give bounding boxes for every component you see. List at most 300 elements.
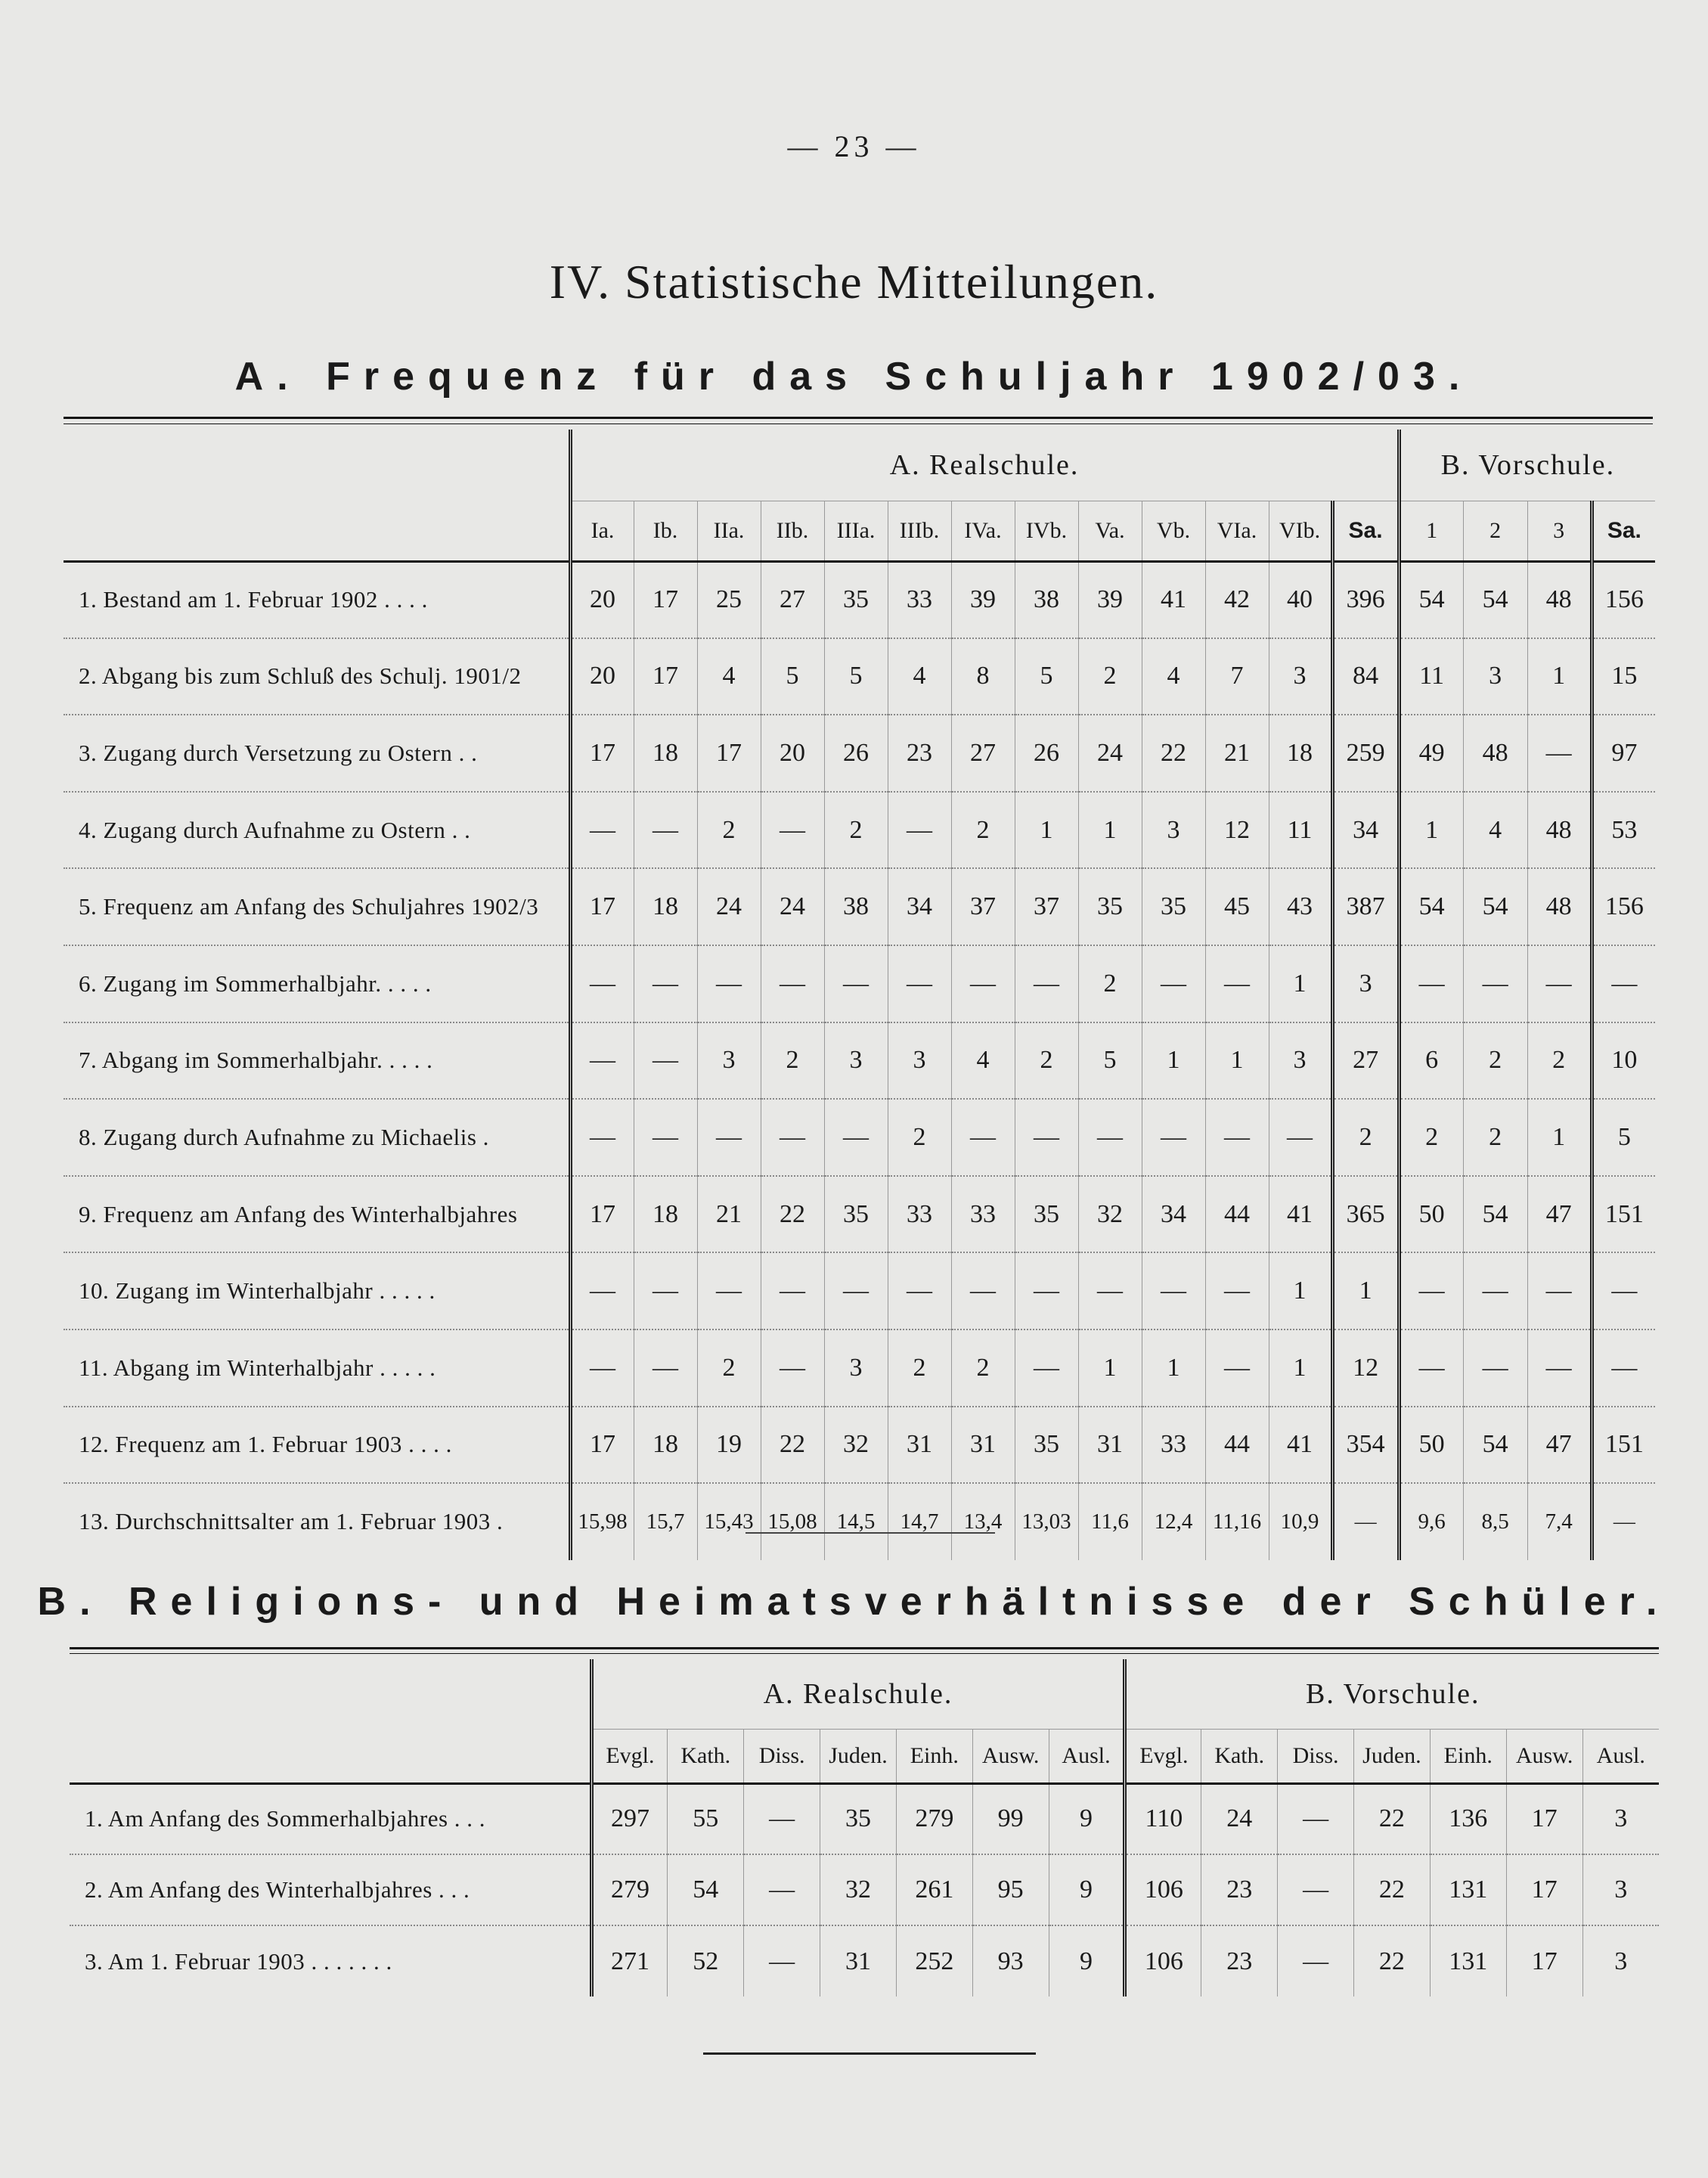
frequency-col-header: IIb. — [761, 501, 824, 561]
religion-cell: 279 — [591, 1854, 668, 1925]
frequency-cell: 151 — [1592, 1176, 1655, 1253]
frequency-cell: — — [634, 1252, 697, 1329]
frequency-cell: 5 — [824, 638, 888, 715]
frequency-cell: 11 — [1399, 638, 1463, 715]
religion-cell: — — [744, 1925, 820, 1996]
frequency-cell: 12,4 — [1142, 1483, 1205, 1560]
frequency-row-label: 13. Durchschnittsalter am 1. Februar 1903 . — [79, 1508, 504, 1535]
religion-col-header: Ausw. — [972, 1729, 1049, 1783]
frequency-cell: 6 — [1399, 1022, 1463, 1100]
frequency-cell: 97 — [1592, 715, 1655, 792]
frequency-col-header: 3 — [1527, 501, 1592, 561]
frequency-cell: 15,43 — [697, 1483, 761, 1560]
religion-cell: 17 — [1506, 1925, 1582, 1996]
frequency-col-header: Vb. — [1142, 501, 1205, 561]
religion-col-header: Ausl. — [1049, 1729, 1125, 1783]
page-number: — 23 — — [787, 129, 921, 163]
frequency-row-label: 4. Zugang durch Aufnahme zu Ostern . . — [64, 792, 570, 869]
frequency-row-label: 3. Zugang durch Versetzung zu Ostern . . — [64, 715, 570, 792]
frequency-cell: — — [1078, 1252, 1142, 1329]
frequency-cell: — — [888, 1252, 951, 1329]
frequency-cell: 3 — [697, 1022, 761, 1100]
religion-row — [70, 1925, 1659, 1996]
frequency-cell: — — [570, 1252, 634, 1329]
frequency-cell: — — [951, 945, 1015, 1022]
religion-col-header: Evgl. — [591, 1729, 668, 1783]
frequency-cell: — — [1399, 1252, 1463, 1329]
frequency-cell: 3 — [1332, 945, 1399, 1022]
frequency-cell: 156 — [1592, 561, 1655, 638]
frequency-cell: 1 — [1527, 638, 1592, 715]
frequency-col-header: IIa. — [697, 501, 761, 561]
frequency-cell: 1 — [1269, 1329, 1332, 1407]
frequency-cell: 2 — [888, 1329, 951, 1407]
frequency-cell: — — [570, 1022, 634, 1100]
frequency-cell: — — [1527, 1252, 1592, 1329]
frequency-cell: 45 — [1205, 868, 1269, 945]
frequency-cell: 84 — [1332, 638, 1399, 715]
frequency-cell: 33 — [888, 1176, 951, 1253]
frequency-cell: 20 — [761, 715, 824, 792]
frequency-col-header: IIIb. — [888, 501, 951, 561]
frequency-cell: 54 — [1463, 868, 1527, 945]
frequency-cell: 3 — [1269, 1022, 1332, 1100]
frequency-cell: 50 — [1399, 1407, 1463, 1484]
frequency-cell: — — [761, 1099, 824, 1176]
religion-group-vorschule: B. Vorschule. — [1125, 1659, 1659, 1729]
frequency-cell: 8 — [951, 638, 1015, 715]
frequency-cell: 1 — [1078, 792, 1142, 869]
frequency-cell: 1 — [1015, 792, 1078, 869]
frequency-cell: 5 — [761, 638, 824, 715]
frequency-cell: — — [697, 945, 761, 1022]
religion-col-header: Evgl. — [1125, 1729, 1201, 1783]
frequency-row — [64, 1176, 1655, 1253]
frequency-row — [64, 792, 1655, 869]
frequency-cell: — — [1463, 1329, 1527, 1407]
frequency-cell: 43 — [1269, 868, 1332, 945]
frequency-cell: 53 — [1592, 792, 1655, 869]
religion-row — [70, 1783, 1659, 1854]
frequency-cell: — — [761, 1252, 824, 1329]
frequency-cell: 17 — [570, 1176, 634, 1253]
frequency-cell: 365 — [1332, 1176, 1399, 1253]
frequency-cell: 25 — [697, 561, 761, 638]
frequency-row — [64, 945, 1655, 1022]
religion-cell: 110 — [1125, 1783, 1201, 1854]
frequency-cell: — — [634, 792, 697, 869]
frequency-cell: 13,03 — [1015, 1483, 1078, 1560]
frequency-cell: 54 — [1463, 1407, 1527, 1484]
frequency-cell: 50 — [1399, 1176, 1463, 1253]
religion-col-header: Einh. — [896, 1729, 972, 1783]
frequency-cell: 35 — [1142, 868, 1205, 945]
religion-cell: 35 — [820, 1783, 897, 1854]
frequency-cell: 40 — [1269, 561, 1332, 638]
frequency-cell: 3 — [1269, 638, 1332, 715]
frequency-cell: 35 — [1078, 868, 1142, 945]
frequency-cell: — — [888, 792, 951, 869]
frequency-cell: 38 — [824, 868, 888, 945]
frequency-cell: 1 — [1142, 1022, 1205, 1100]
frequency-row-label: 11. Abgang im Winterhalbjahr . . . . . — [64, 1329, 570, 1407]
frequency-cell: — — [570, 1329, 634, 1407]
frequency-table-corner — [64, 430, 570, 561]
frequency-cell: 18 — [1269, 715, 1332, 792]
frequency-cell: 48 — [1463, 715, 1527, 792]
frequency-cell: 2 — [761, 1022, 824, 1100]
religion-col-header: Juden. — [1354, 1729, 1431, 1783]
frequency-col-header: IVa. — [951, 501, 1015, 561]
frequency-row — [64, 1483, 1655, 1560]
frequency-cell: — — [570, 792, 634, 869]
frequency-cell: — — [1527, 715, 1592, 792]
section-b-heading: B. Religions- und Heimatsverhältnisse der Schüler. — [37, 1580, 1671, 1624]
religion-cell: 55 — [668, 1783, 744, 1854]
frequency-cell: 4 — [1142, 638, 1205, 715]
frequency-row — [64, 1329, 1655, 1407]
frequency-cell: — — [761, 1329, 824, 1407]
frequency-cell: 4 — [1463, 792, 1527, 869]
frequency-cell: — — [1463, 945, 1527, 1022]
frequency-cell: 27 — [951, 715, 1015, 792]
frequency-cell: 7 — [1205, 638, 1269, 715]
frequency-cell: 2 — [1399, 1099, 1463, 1176]
frequency-cell: 4 — [888, 638, 951, 715]
frequency-cell: 387 — [1332, 868, 1399, 945]
frequency-cell: 48 — [1527, 561, 1592, 638]
religion-group-realschule: A. Realschule. — [591, 1659, 1125, 1729]
religion-cell: 3 — [1582, 1925, 1659, 1996]
frequency-cell: 17 — [570, 1407, 634, 1484]
frequency-cell: 15,7 — [634, 1483, 697, 1560]
religion-cell: — — [744, 1783, 820, 1854]
frequency-cell: 24 — [697, 868, 761, 945]
frequency-cell: 2 — [1463, 1022, 1527, 1100]
frequency-row — [64, 1099, 1655, 1176]
frequency-row-label: 6. Zugang im Sommerhalbjahr. . . . . — [64, 945, 570, 1022]
frequency-cell: 34 — [1142, 1176, 1205, 1253]
frequency-cell: 22 — [761, 1176, 824, 1253]
religion-col-header: Diss. — [744, 1729, 820, 1783]
religion-cell: 54 — [668, 1854, 744, 1925]
frequency-row — [64, 1252, 1655, 1329]
frequency-cell: 38 — [1015, 561, 1078, 638]
section-a-heading: A. Frequenz für das Schuljahr 1902/03. — [234, 355, 1474, 399]
frequency-row — [64, 561, 1655, 638]
frequency-cell: 47 — [1527, 1407, 1592, 1484]
frequency-col-header: 2 — [1463, 501, 1527, 561]
frequency-cell: — — [1142, 1252, 1205, 1329]
frequency-cell: 35 — [1015, 1176, 1078, 1253]
religion-cell: 131 — [1430, 1925, 1506, 1996]
frequency-cell: 54 — [1399, 868, 1463, 945]
frequency-cell: — — [1205, 1099, 1269, 1176]
frequency-col-header: Sa. — [1592, 501, 1655, 561]
frequency-cell: 18 — [634, 1407, 697, 1484]
frequency-cell: 14,7 — [888, 1483, 951, 1560]
frequency-cell: 2 — [1015, 1022, 1078, 1100]
frequency-cell: 3 — [888, 1022, 951, 1100]
religion-cell: 9 — [1049, 1854, 1125, 1925]
frequency-cell: 33 — [888, 561, 951, 638]
frequency-cell: — — [1592, 1483, 1655, 1560]
frequency-cell: 10,9 — [1269, 1483, 1332, 1560]
religion-col-header: Diss. — [1278, 1729, 1354, 1783]
frequency-cell: 12 — [1205, 792, 1269, 869]
frequency-cell: — — [634, 945, 697, 1022]
frequency-cell: 8,5 — [1463, 1483, 1527, 1560]
frequency-row-label: 7. Abgang im Sommerhalbjahr. . . . . — [64, 1022, 570, 1100]
frequency-cell: 54 — [1463, 1176, 1527, 1253]
frequency-cell: 35 — [824, 561, 888, 638]
frequency-cell: — — [824, 1252, 888, 1329]
frequency-col-header: IIIa. — [824, 501, 888, 561]
frequency-cell: — — [824, 1099, 888, 1176]
frequency-col-header: Ib. — [634, 501, 697, 561]
frequency-cell: — — [951, 1099, 1015, 1176]
religion-row — [70, 1854, 1659, 1925]
frequency-cell: 1 — [1332, 1252, 1399, 1329]
religion-cell: — — [1278, 1783, 1354, 1854]
frequency-cell: 23 — [888, 715, 951, 792]
frequency-cell: 15,98 — [570, 1483, 634, 1560]
frequency-cell: 48 — [1527, 868, 1592, 945]
frequency-row-label: 9. Frequenz am Anfang des Winterhalbjahres — [64, 1176, 570, 1253]
religion-col-header: Kath. — [668, 1729, 744, 1783]
frequency-row — [64, 1022, 1655, 1100]
frequency-cell: 2 — [1078, 638, 1142, 715]
frequency-cell: — — [634, 1099, 697, 1176]
frequency-cell: 3 — [824, 1022, 888, 1100]
frequency-cell: — — [697, 1252, 761, 1329]
frequency-cell: 32 — [1078, 1176, 1142, 1253]
frequency-row — [64, 715, 1655, 792]
frequency-cell: 39 — [1078, 561, 1142, 638]
frequency-row-label: 10. Zugang im Winterhalbjahr . . . . . — [64, 1252, 570, 1329]
frequency-cell: 54 — [1463, 561, 1527, 638]
religion-col-header: Ausl. — [1582, 1729, 1659, 1783]
frequency-cell: 2 — [824, 792, 888, 869]
frequency-cell: 3 — [1142, 792, 1205, 869]
frequency-cell: — — [1142, 1099, 1205, 1176]
religion-cell: 24 — [1201, 1783, 1278, 1854]
frequency-cell: 1 — [1269, 1252, 1332, 1329]
frequency-cell: — — [888, 945, 951, 1022]
page-title: IV. Statistische Mitteilungen. — [549, 255, 1159, 309]
religion-cell: — — [744, 1854, 820, 1925]
religion-cell: 17 — [1506, 1854, 1582, 1925]
religion-cell: 261 — [896, 1854, 972, 1925]
frequency-cell: 5 — [1015, 638, 1078, 715]
frequency-cell: — — [1592, 945, 1655, 1022]
section-b-top-rule — [70, 1647, 1659, 1649]
religion-cell: 93 — [972, 1925, 1049, 1996]
frequency-cell: 44 — [1205, 1176, 1269, 1253]
religion-cell: 9 — [1049, 1925, 1125, 1996]
frequency-cell: 2 — [1078, 945, 1142, 1022]
frequency-cell: 5 — [1592, 1099, 1655, 1176]
frequency-cell: — — [697, 1099, 761, 1176]
frequency-cell: — — [570, 1099, 634, 1176]
frequency-cell: 42 — [1205, 561, 1269, 638]
religion-cell: — — [1278, 1925, 1354, 1996]
frequency-cell: 47 — [1527, 1176, 1592, 1253]
religion-cell: 22 — [1354, 1925, 1431, 1996]
religion-table-corner — [70, 1659, 591, 1783]
frequency-col-header: Ia. — [570, 501, 634, 561]
frequency-cell: 15 — [1592, 638, 1655, 715]
religion-cell: 22 — [1354, 1783, 1431, 1854]
religion-cell: 52 — [668, 1925, 744, 1996]
frequency-cell: 39 — [951, 561, 1015, 638]
frequency-cell: 33 — [951, 1176, 1015, 1253]
religion-cell: 297 — [591, 1783, 668, 1854]
frequency-table — [64, 430, 1655, 1560]
frequency-cell: — — [1527, 945, 1592, 1022]
religion-cell: 95 — [972, 1854, 1049, 1925]
frequency-cell: 1 — [1205, 1022, 1269, 1100]
frequency-cell: — — [634, 1329, 697, 1407]
frequency-cell: 1 — [1269, 945, 1332, 1022]
frequency-cell: 17 — [634, 561, 697, 638]
religion-cell: 23 — [1201, 1854, 1278, 1925]
religion-row-label: 3. Am 1. Februar 1903 . . . . . . . — [85, 1947, 392, 1975]
frequency-row — [64, 1407, 1655, 1484]
frequency-cell: — — [570, 945, 634, 1022]
religion-cell: 106 — [1125, 1854, 1201, 1925]
frequency-cell: — — [1399, 1329, 1463, 1407]
frequency-cell: — — [1142, 945, 1205, 1022]
frequency-cell: 11,6 — [1078, 1483, 1142, 1560]
frequency-cell: 32 — [824, 1407, 888, 1484]
frequency-cell: 31 — [1078, 1407, 1142, 1484]
bottom-rule — [703, 2052, 1036, 2055]
frequency-cell: 1 — [1142, 1329, 1205, 1407]
frequency-cell: 22 — [761, 1407, 824, 1484]
frequency-cell: 15,08 — [761, 1483, 824, 1560]
frequency-cell: 22 — [1142, 715, 1205, 792]
frequency-cell: 44 — [1205, 1407, 1269, 1484]
section-a-top-rule — [64, 417, 1653, 419]
section-b-top-rule-2 — [70, 1653, 1659, 1654]
religion-col-header: Ausw. — [1506, 1729, 1582, 1783]
frequency-cell: 27 — [1332, 1022, 1399, 1100]
frequency-cell: 259 — [1332, 715, 1399, 792]
frequency-cell: 2 — [697, 792, 761, 869]
religion-col-header: Einh. — [1430, 1729, 1506, 1783]
frequency-cell: 24 — [1078, 715, 1142, 792]
religion-cell: 252 — [896, 1925, 972, 1996]
frequency-cell: — — [1269, 1099, 1332, 1176]
frequency-cell: 17 — [570, 715, 634, 792]
frequency-row-label: 5. Frequenz am Anfang des Schuljahres 1902/3 — [64, 868, 570, 945]
frequency-row-label: 1. Bestand am 1. Februar 1902 . . . . — [64, 561, 570, 638]
frequency-cell: 3 — [824, 1329, 888, 1407]
frequency-cell: — — [1205, 945, 1269, 1022]
frequency-col-header: VIa. — [1205, 501, 1269, 561]
frequency-group-realschule: A. Realschule. — [570, 430, 1399, 501]
frequency-cell: 2 — [697, 1329, 761, 1407]
religion-row-label: 1. Am Anfang des Sommerhalbjahres . . . — [70, 1783, 591, 1854]
frequency-cell: — — [634, 1022, 697, 1100]
frequency-cell: — — [951, 1252, 1015, 1329]
frequency-cell: 4 — [951, 1022, 1015, 1100]
frequency-cell: 2 — [1463, 1099, 1527, 1176]
frequency-cell: 41 — [1269, 1407, 1332, 1484]
frequency-cell: 13,4 — [951, 1483, 1015, 1560]
frequency-cell: — — [1205, 1252, 1269, 1329]
religion-cell: 31 — [820, 1925, 897, 1996]
frequency-cell: 27 — [761, 561, 824, 638]
frequency-cell: 1 — [1527, 1099, 1592, 1176]
frequency-cell: 31 — [888, 1407, 951, 1484]
frequency-cell: — — [1205, 1329, 1269, 1407]
frequency-cell: 19 — [697, 1407, 761, 1484]
frequency-cell: 12 — [1332, 1329, 1399, 1407]
frequency-cell: 31 — [951, 1407, 1015, 1484]
religion-cell: 3 — [1582, 1783, 1659, 1854]
frequency-cell: 2 — [951, 792, 1015, 869]
frequency-group-vorschule: B. Vorschule. — [1399, 430, 1655, 501]
religion-cell: 99 — [972, 1783, 1049, 1854]
frequency-col-header: IVb. — [1015, 501, 1078, 561]
frequency-cell: 11,16 — [1205, 1483, 1269, 1560]
frequency-cell: 4 — [697, 638, 761, 715]
religion-cell: 3 — [1582, 1854, 1659, 1925]
frequency-cell: 49 — [1399, 715, 1463, 792]
frequency-cell: — — [1592, 1329, 1655, 1407]
frequency-cell: — — [1332, 1483, 1399, 1560]
frequency-cell: 14,5 — [824, 1483, 888, 1560]
frequency-cell: — — [1015, 1252, 1078, 1329]
frequency-col-header: 1 — [1399, 501, 1463, 561]
frequency-cell: 18 — [634, 1176, 697, 1253]
religion-cell: 106 — [1125, 1925, 1201, 1996]
frequency-cell: — — [1078, 1099, 1142, 1176]
frequency-cell: 18 — [634, 868, 697, 945]
frequency-cell: 54 — [1399, 561, 1463, 638]
frequency-cell: 21 — [1205, 715, 1269, 792]
frequency-cell: 7,4 — [1527, 1483, 1592, 1560]
religion-cell: 131 — [1430, 1854, 1506, 1925]
frequency-col-header: VIb. — [1269, 501, 1332, 561]
religion-table — [70, 1659, 1659, 1996]
religion-cell: 9 — [1049, 1783, 1125, 1854]
frequency-cell: 9,6 — [1399, 1483, 1463, 1560]
religion-cell: 32 — [820, 1854, 897, 1925]
frequency-cell: 41 — [1142, 561, 1205, 638]
frequency-cell: 17 — [697, 715, 761, 792]
frequency-cell: 1 — [1078, 1329, 1142, 1407]
frequency-cell: — — [1399, 945, 1463, 1022]
frequency-cell: 17 — [570, 868, 634, 945]
frequency-cell: — — [824, 945, 888, 1022]
religion-cell: 279 — [896, 1783, 972, 1854]
frequency-cell: — — [1015, 945, 1078, 1022]
frequency-cell: 10 — [1592, 1022, 1655, 1100]
frequency-cell: — — [761, 945, 824, 1022]
frequency-cell: 2 — [1527, 1022, 1592, 1100]
religion-col-header: Kath. — [1201, 1729, 1278, 1783]
frequency-row-label: 2. Abgang bis zum Schluß des Schulj. 1901/2 — [64, 638, 570, 715]
religion-cell: — — [1278, 1854, 1354, 1925]
religion-cell: 17 — [1506, 1783, 1582, 1854]
frequency-cell: 37 — [951, 868, 1015, 945]
frequency-cell: 2 — [1332, 1099, 1399, 1176]
frequency-cell: 3 — [1463, 638, 1527, 715]
frequency-cell: 37 — [1015, 868, 1078, 945]
